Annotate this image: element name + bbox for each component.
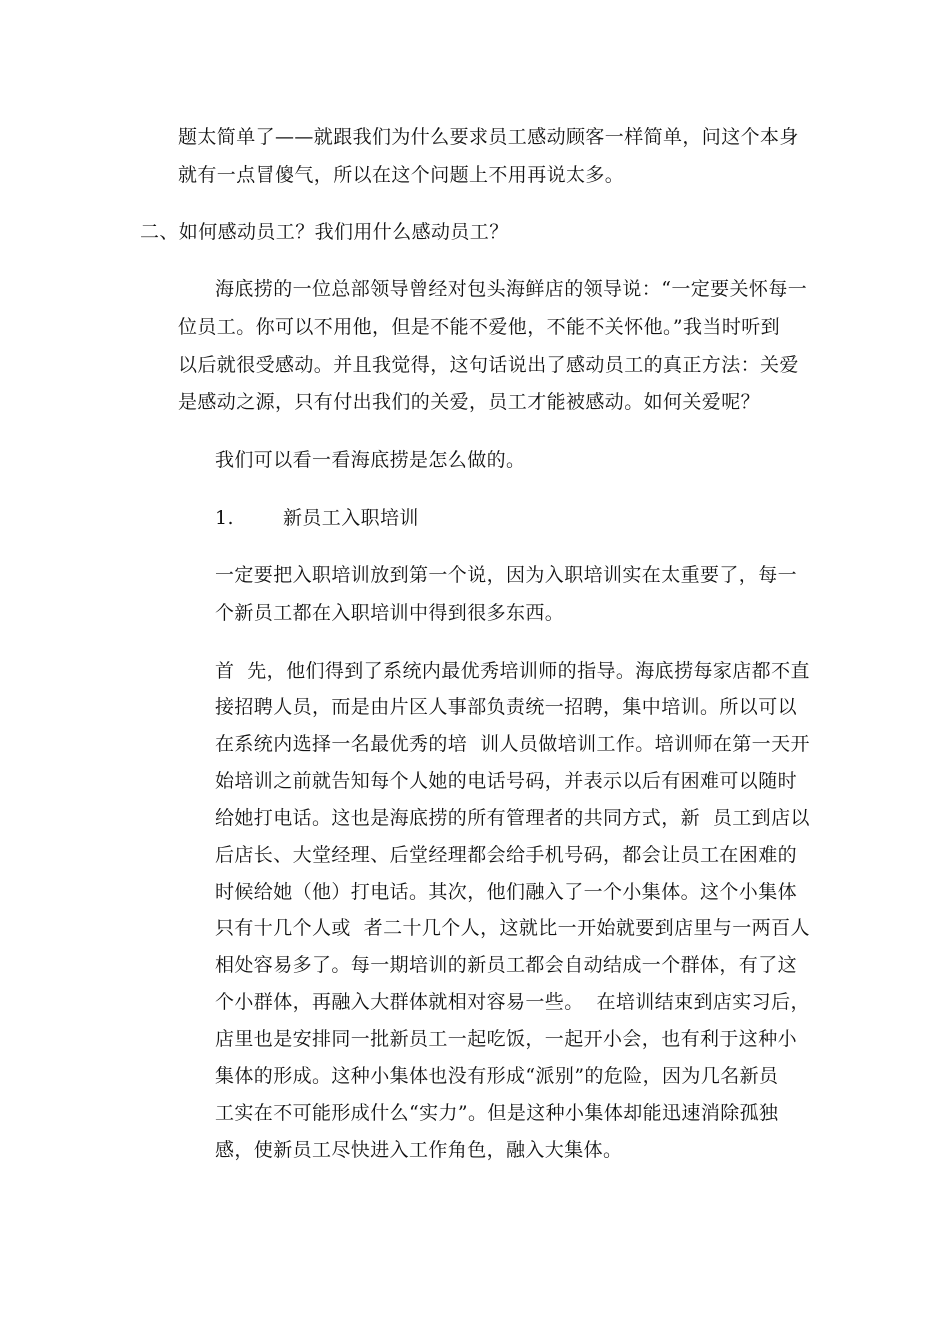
intro-line: 题太简单了——就跟我们为什么要求员工感动顾客一样简单，问这个本身 (178, 126, 799, 148)
paragraph-line: 位员工。你可以不用他，但是不能不爱他，不能不关怀他。”我当时听到 (178, 316, 781, 338)
intro-line: 就有一点冒傻气，所以在这个问题上不用再说太多。 (178, 164, 625, 186)
paragraph-line: 我们可以看一看海底捞是怎么做的。 (215, 449, 526, 471)
paragraph-line: 一定要把入职培训放到第一个说，因为入职培训实在太重要了，每一 (215, 564, 798, 586)
list-item-title: 新员工入职培训 (283, 507, 419, 529)
paragraph-line: 店里也是安排同一批新员工一起吃饭，一起开小会，也有利于这种小 (215, 1028, 798, 1050)
paragraph-line: 只有十几个人或 者二十几个人，这就比一开始就要到店里与一两百人 (215, 917, 810, 939)
list-item-number: 1. (215, 507, 234, 529)
paragraph-line: 在系统内选择一名最优秀的培 训人员做培训工作。培训师在第一天开 (215, 733, 810, 755)
paragraph-line: 海底捞的一位总部领导曾经对包头海鲜店的领导说：“一定要关怀每一 (215, 278, 808, 300)
paragraph-line: 相处容易多了。每一期培训的新员工都会自动结成一个群体，有了这 (215, 954, 798, 976)
paragraph-line: 个小群体，再融入大群体就相对容易一些。 在培训结束到店实习后， (215, 991, 810, 1013)
paragraph-line: 集体的形成。这种小集体也没有形成“派别”的危险，因为几名新员 (215, 1065, 779, 1087)
paragraph-line: 感，使新员工尽快进入工作角色，融入大集体。 (215, 1139, 623, 1161)
paragraph-line: 始培训之前就告知每个人她的电话号码，并表示以后有困难可以随时 (215, 770, 798, 792)
paragraph-line: 接招聘人员，而是由片区人事部负责统一招聘，集中培训。所以可以 (215, 696, 798, 718)
paragraph-line: 后店长、大堂经理、后堂经理都会给手机号码，都会让员工在困难的 (215, 844, 798, 866)
paragraph-line: 首 先，他们得到了系统内最优秀培训师的指导。海底捞每家店都不直 (215, 660, 810, 682)
paragraph-line: 是感动之源，只有付出我们的关爱，员工才能被感动。如何关爱呢？ (178, 391, 761, 413)
section-heading: 二、如何感动员工？我们用什么感动员工？ (140, 221, 509, 243)
paragraph-line: 以后就很受感动。并且我觉得，这句话说出了感动员工的真正方法：关爱 (178, 354, 799, 376)
paragraph-line: 工实在不可能形成什么“实力”。但是这种小集体却能迅速消除孤独 (215, 1102, 779, 1124)
paragraph-line: 时候给她（他）打电话。其次，他们融入了一个小集体。这个小集体 (215, 881, 798, 903)
paragraph-line: 给她打电话。这也是海底捞的所有管理者的共同方式，新 员工到店以 (215, 807, 810, 829)
paragraph-line: 个新员工都在入职培训中得到很多东西。 (215, 602, 565, 624)
